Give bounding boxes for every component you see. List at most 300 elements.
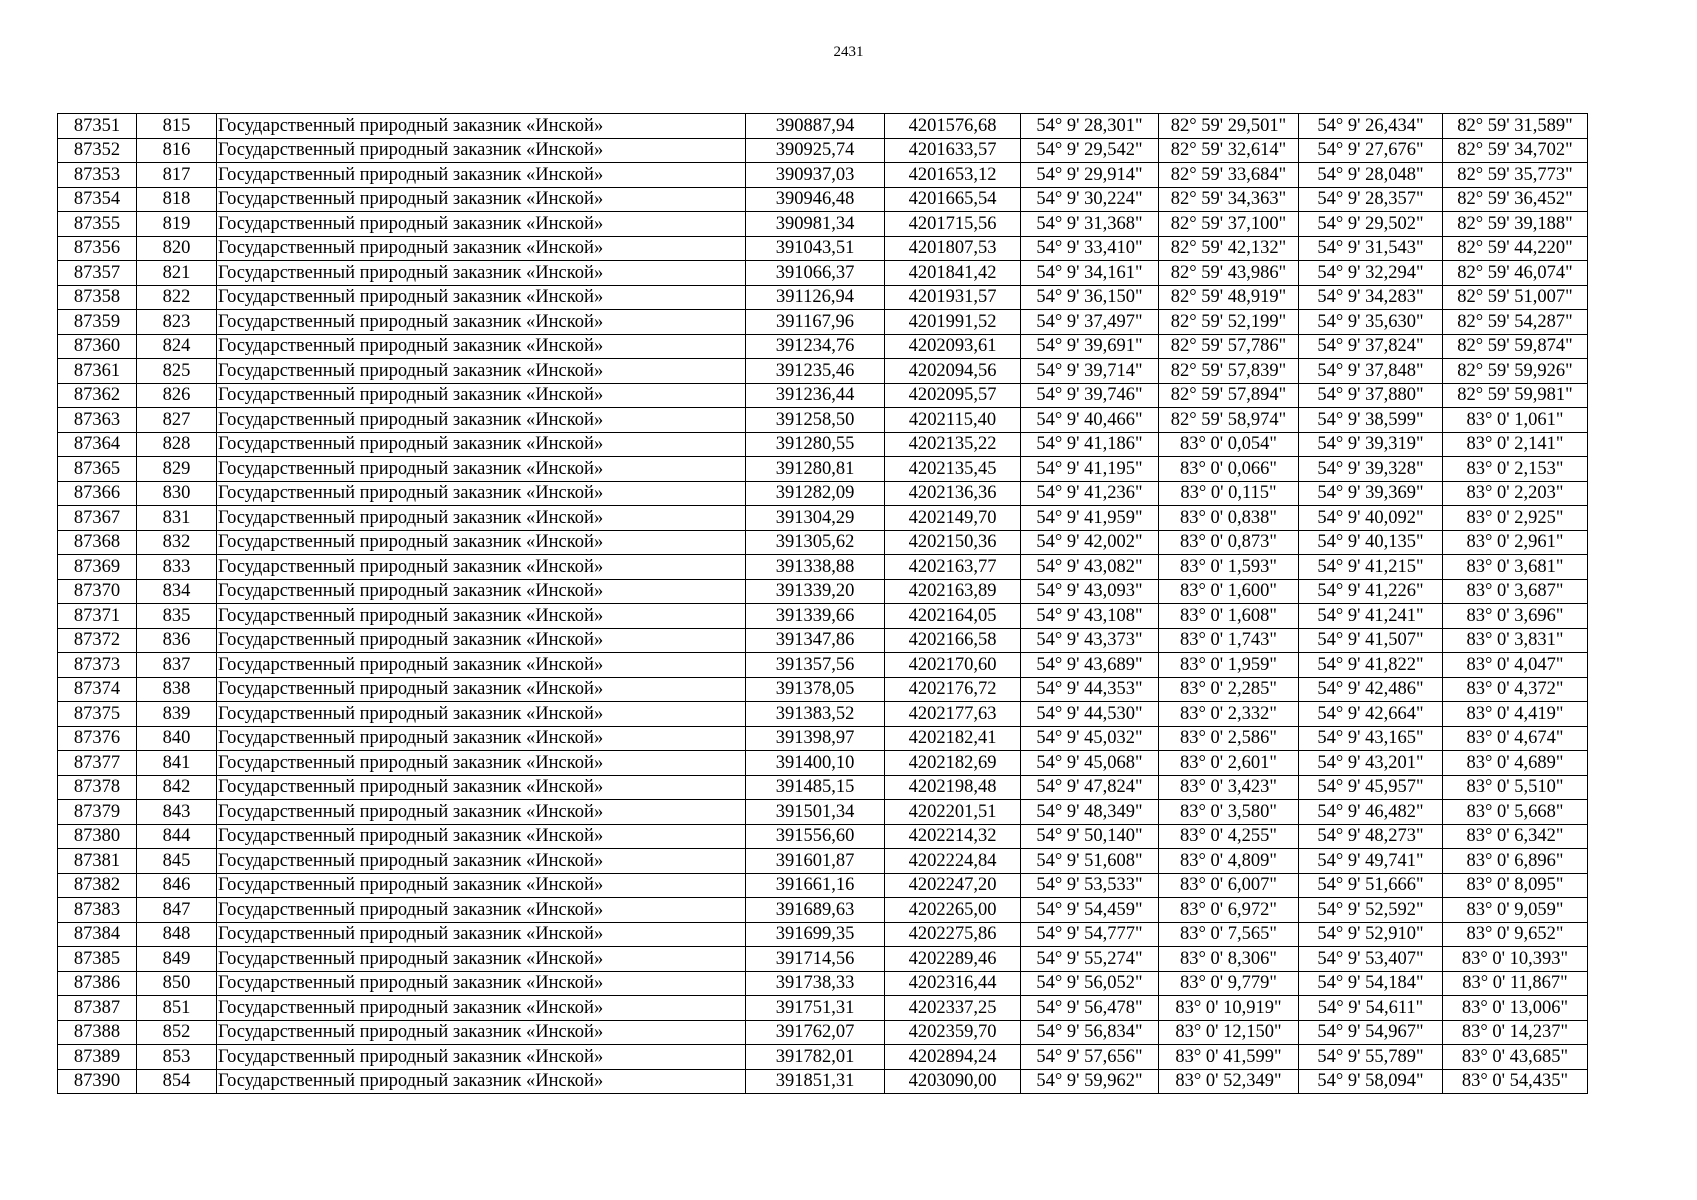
longitude-1-cell: 83° 0' 1,593" xyxy=(1159,555,1299,580)
point-number-cell: 848 xyxy=(137,922,217,947)
point-number-cell: 831 xyxy=(137,506,217,531)
latitude-2-cell: 54° 9' 49,741" xyxy=(1299,849,1443,874)
coord-x-cell: 391383,52 xyxy=(746,702,885,727)
coord-y-cell: 4202201,51 xyxy=(885,800,1021,825)
object-name-cell: Государственный природный заказник «Инской» xyxy=(217,457,746,482)
longitude-2-cell: 83° 0' 43,685" xyxy=(1443,1045,1588,1070)
object-name-cell: Государственный природный заказник «Инской» xyxy=(217,726,746,751)
coord-x-cell: 391738,33 xyxy=(746,971,885,996)
longitude-2-cell: 83° 0' 4,047" xyxy=(1443,653,1588,678)
coord-x-cell: 391556,60 xyxy=(746,824,885,849)
latitude-1-cell: 54° 9' 29,914" xyxy=(1021,163,1159,188)
longitude-1-cell: 83° 0' 12,150" xyxy=(1159,1020,1299,1045)
coord-y-cell: 4202094,56 xyxy=(885,359,1021,384)
table-row xyxy=(58,506,1588,531)
longitude-1-cell: 83° 0' 1,600" xyxy=(1159,579,1299,604)
table-row xyxy=(58,726,1588,751)
coord-y-cell: 4202166,58 xyxy=(885,628,1021,653)
coord-y-cell: 4202177,63 xyxy=(885,702,1021,727)
table-row xyxy=(58,212,1588,237)
table-row xyxy=(58,187,1588,212)
coord-y-cell: 4202337,25 xyxy=(885,996,1021,1021)
object-name-cell: Государственный природный заказник «Инской» xyxy=(217,432,746,457)
longitude-2-cell: 83° 0' 2,141" xyxy=(1443,432,1588,457)
longitude-2-cell: 83° 0' 13,006" xyxy=(1443,996,1588,1021)
longitude-2-cell: 83° 0' 4,674" xyxy=(1443,726,1588,751)
point-number-cell: 847 xyxy=(137,898,217,923)
longitude-1-cell: 82° 59' 29,501" xyxy=(1159,114,1299,139)
table-row xyxy=(58,163,1588,188)
latitude-1-cell: 54° 9' 41,186" xyxy=(1021,432,1159,457)
table-row xyxy=(58,604,1588,629)
record-id-cell: 87361 xyxy=(58,359,137,384)
latitude-2-cell: 54° 9' 31,543" xyxy=(1299,236,1443,261)
longitude-1-cell: 83° 0' 1,743" xyxy=(1159,628,1299,653)
record-id-cell: 87385 xyxy=(58,947,137,972)
record-id-cell: 87363 xyxy=(58,408,137,433)
record-id-cell: 87388 xyxy=(58,1020,137,1045)
longitude-1-cell: 82° 59' 48,919" xyxy=(1159,285,1299,310)
latitude-2-cell: 54° 9' 52,910" xyxy=(1299,922,1443,947)
table-row xyxy=(58,334,1588,359)
object-name-cell: Государственный природный заказник «Инской» xyxy=(217,971,746,996)
object-name-cell: Государственный природный заказник «Инской» xyxy=(217,947,746,972)
latitude-1-cell: 54° 9' 54,459" xyxy=(1021,898,1159,923)
coord-y-cell: 4202316,44 xyxy=(885,971,1021,996)
longitude-2-cell: 82° 59' 59,981" xyxy=(1443,383,1588,408)
object-name-cell: Государственный природный заказник «Инской» xyxy=(217,555,746,580)
coord-x-cell: 391714,56 xyxy=(746,947,885,972)
object-name-cell: Государственный природный заказник «Инской» xyxy=(217,408,746,433)
latitude-2-cell: 54° 9' 52,592" xyxy=(1299,898,1443,923)
table-row xyxy=(58,702,1588,727)
latitude-2-cell: 54° 9' 40,092" xyxy=(1299,506,1443,531)
record-id-cell: 87373 xyxy=(58,653,137,678)
object-name-cell: Государственный природный заказник «Инской» xyxy=(217,824,746,849)
table-row xyxy=(58,800,1588,825)
object-name-cell: Государственный природный заказник «Инской» xyxy=(217,751,746,776)
longitude-1-cell: 82° 59' 42,132" xyxy=(1159,236,1299,261)
point-number-cell: 844 xyxy=(137,824,217,849)
latitude-1-cell: 54° 9' 42,002" xyxy=(1021,530,1159,555)
coord-y-cell: 4202163,89 xyxy=(885,579,1021,604)
longitude-2-cell: 82° 59' 59,874" xyxy=(1443,334,1588,359)
record-id-cell: 87360 xyxy=(58,334,137,359)
longitude-2-cell: 83° 0' 9,059" xyxy=(1443,898,1588,923)
latitude-1-cell: 54° 9' 39,714" xyxy=(1021,359,1159,384)
coord-y-cell: 4202093,61 xyxy=(885,334,1021,359)
latitude-1-cell: 54° 9' 43,689" xyxy=(1021,653,1159,678)
latitude-1-cell: 54° 9' 41,959" xyxy=(1021,506,1159,531)
latitude-1-cell: 54° 9' 30,224" xyxy=(1021,187,1159,212)
coord-x-cell: 391339,20 xyxy=(746,579,885,604)
table-row xyxy=(58,775,1588,800)
point-number-cell: 818 xyxy=(137,187,217,212)
point-number-cell: 833 xyxy=(137,555,217,580)
coord-x-cell: 391689,63 xyxy=(746,898,885,923)
latitude-2-cell: 54° 9' 38,599" xyxy=(1299,408,1443,433)
latitude-1-cell: 54° 9' 59,962" xyxy=(1021,1069,1159,1094)
table-row xyxy=(58,824,1588,849)
longitude-2-cell: 82° 59' 46,074" xyxy=(1443,261,1588,286)
record-id-cell: 87357 xyxy=(58,261,137,286)
record-id-cell: 87378 xyxy=(58,775,137,800)
record-id-cell: 87365 xyxy=(58,457,137,482)
point-number-cell: 823 xyxy=(137,310,217,335)
point-number-cell: 853 xyxy=(137,1045,217,1070)
latitude-2-cell: 54° 9' 53,407" xyxy=(1299,947,1443,972)
longitude-2-cell: 83° 0' 6,342" xyxy=(1443,824,1588,849)
point-number-cell: 825 xyxy=(137,359,217,384)
longitude-2-cell: 82° 59' 31,589" xyxy=(1443,114,1588,139)
longitude-2-cell: 83° 0' 4,372" xyxy=(1443,677,1588,702)
latitude-1-cell: 54° 9' 43,373" xyxy=(1021,628,1159,653)
point-number-cell: 824 xyxy=(137,334,217,359)
coord-y-cell: 4201807,53 xyxy=(885,236,1021,261)
table-row xyxy=(58,653,1588,678)
record-id-cell: 87380 xyxy=(58,824,137,849)
latitude-2-cell: 54° 9' 41,215" xyxy=(1299,555,1443,580)
point-number-cell: 820 xyxy=(137,236,217,261)
coord-x-cell: 391501,34 xyxy=(746,800,885,825)
record-id-cell: 87359 xyxy=(58,310,137,335)
coord-x-cell: 391661,16 xyxy=(746,873,885,898)
latitude-1-cell: 54° 9' 34,161" xyxy=(1021,261,1159,286)
latitude-2-cell: 54° 9' 48,273" xyxy=(1299,824,1443,849)
record-id-cell: 87384 xyxy=(58,922,137,947)
point-number-cell: 828 xyxy=(137,432,217,457)
latitude-2-cell: 54° 9' 43,201" xyxy=(1299,751,1443,776)
object-name-cell: Государственный природный заказник «Инской» xyxy=(217,1045,746,1070)
point-number-cell: 846 xyxy=(137,873,217,898)
coord-y-cell: 4202135,22 xyxy=(885,432,1021,457)
table-row xyxy=(58,285,1588,310)
coord-x-cell: 391851,31 xyxy=(746,1069,885,1094)
latitude-1-cell: 54° 9' 43,093" xyxy=(1021,579,1159,604)
latitude-1-cell: 54° 9' 57,656" xyxy=(1021,1045,1159,1070)
longitude-2-cell: 83° 0' 3,687" xyxy=(1443,579,1588,604)
table-row xyxy=(58,922,1588,947)
latitude-1-cell: 54° 9' 47,824" xyxy=(1021,775,1159,800)
point-number-cell: 838 xyxy=(137,677,217,702)
object-name-cell: Государственный природный заказник «Инской» xyxy=(217,138,746,163)
longitude-1-cell: 83° 0' 10,919" xyxy=(1159,996,1299,1021)
point-number-cell: 836 xyxy=(137,628,217,653)
latitude-2-cell: 54° 9' 37,824" xyxy=(1299,334,1443,359)
latitude-2-cell: 54° 9' 34,283" xyxy=(1299,285,1443,310)
record-id-cell: 87366 xyxy=(58,481,137,506)
object-name-cell: Государственный природный заказник «Инской» xyxy=(217,653,746,678)
longitude-2-cell: 83° 0' 2,961" xyxy=(1443,530,1588,555)
record-id-cell: 87387 xyxy=(58,996,137,1021)
coord-y-cell: 4201633,57 xyxy=(885,138,1021,163)
object-name-cell: Государственный природный заказник «Инской» xyxy=(217,702,746,727)
longitude-1-cell: 82° 59' 34,363" xyxy=(1159,187,1299,212)
longitude-2-cell: 82° 59' 59,926" xyxy=(1443,359,1588,384)
point-number-cell: 829 xyxy=(137,457,217,482)
latitude-2-cell: 54° 9' 41,507" xyxy=(1299,628,1443,653)
coord-x-cell: 391699,35 xyxy=(746,922,885,947)
record-id-cell: 87354 xyxy=(58,187,137,212)
table-row xyxy=(58,457,1588,482)
latitude-2-cell: 54° 9' 42,664" xyxy=(1299,702,1443,727)
longitude-1-cell: 83° 0' 52,349" xyxy=(1159,1069,1299,1094)
longitude-1-cell: 83° 0' 0,054" xyxy=(1159,432,1299,457)
table-row xyxy=(58,579,1588,604)
object-name-cell: Государственный природный заказник «Инской» xyxy=(217,849,746,874)
longitude-1-cell: 82° 59' 57,894" xyxy=(1159,383,1299,408)
latitude-1-cell: 54° 9' 28,301" xyxy=(1021,114,1159,139)
latitude-2-cell: 54° 9' 54,967" xyxy=(1299,1020,1443,1045)
object-name-cell: Государственный природный заказник «Инской» xyxy=(217,236,746,261)
latitude-2-cell: 54° 9' 40,135" xyxy=(1299,530,1443,555)
latitude-2-cell: 54° 9' 26,434" xyxy=(1299,114,1443,139)
point-number-cell: 827 xyxy=(137,408,217,433)
longitude-1-cell: 82° 59' 52,199" xyxy=(1159,310,1299,335)
longitude-2-cell: 82° 59' 54,287" xyxy=(1443,310,1588,335)
longitude-2-cell: 83° 0' 3,831" xyxy=(1443,628,1588,653)
point-number-cell: 832 xyxy=(137,530,217,555)
coord-y-cell: 4201841,42 xyxy=(885,261,1021,286)
coord-x-cell: 390937,03 xyxy=(746,163,885,188)
object-name-cell: Государственный природный заказник «Инской» xyxy=(217,285,746,310)
record-id-cell: 87382 xyxy=(58,873,137,898)
latitude-1-cell: 54° 9' 44,353" xyxy=(1021,677,1159,702)
object-name-cell: Государственный природный заказник «Инской» xyxy=(217,898,746,923)
object-name-cell: Государственный природный заказник «Инской» xyxy=(217,187,746,212)
longitude-2-cell: 83° 0' 14,237" xyxy=(1443,1020,1588,1045)
coord-y-cell: 4202135,45 xyxy=(885,457,1021,482)
record-id-cell: 87377 xyxy=(58,751,137,776)
latitude-2-cell: 54° 9' 28,048" xyxy=(1299,163,1443,188)
table-row xyxy=(58,996,1588,1021)
record-id-cell: 87362 xyxy=(58,383,137,408)
coord-y-cell: 4202198,48 xyxy=(885,775,1021,800)
latitude-1-cell: 54° 9' 45,068" xyxy=(1021,751,1159,776)
latitude-1-cell: 54° 9' 50,140" xyxy=(1021,824,1159,849)
point-number-cell: 842 xyxy=(137,775,217,800)
longitude-1-cell: 82° 59' 33,684" xyxy=(1159,163,1299,188)
longitude-1-cell: 83° 0' 8,306" xyxy=(1159,947,1299,972)
table-row xyxy=(58,971,1588,996)
longitude-2-cell: 83° 0' 5,668" xyxy=(1443,800,1588,825)
latitude-2-cell: 54° 9' 28,357" xyxy=(1299,187,1443,212)
coord-x-cell: 390981,34 xyxy=(746,212,885,237)
record-id-cell: 87353 xyxy=(58,163,137,188)
coord-x-cell: 391357,56 xyxy=(746,653,885,678)
latitude-1-cell: 54° 9' 31,368" xyxy=(1021,212,1159,237)
coordinates-table xyxy=(57,113,1588,1094)
latitude-1-cell: 54° 9' 45,032" xyxy=(1021,726,1159,751)
table-row xyxy=(58,236,1588,261)
point-number-cell: 851 xyxy=(137,996,217,1021)
longitude-2-cell: 83° 0' 2,925" xyxy=(1443,506,1588,531)
record-id-cell: 87369 xyxy=(58,555,137,580)
coord-y-cell: 4202170,60 xyxy=(885,653,1021,678)
coord-y-cell: 4202182,69 xyxy=(885,751,1021,776)
longitude-2-cell: 83° 0' 5,510" xyxy=(1443,775,1588,800)
coord-y-cell: 4202176,72 xyxy=(885,677,1021,702)
longitude-1-cell: 82° 59' 57,839" xyxy=(1159,359,1299,384)
object-name-cell: Государственный природный заказник «Инской» xyxy=(217,383,746,408)
table-row xyxy=(58,261,1588,286)
table-row xyxy=(58,1069,1588,1094)
coord-y-cell: 4202163,77 xyxy=(885,555,1021,580)
coord-y-cell: 4202289,46 xyxy=(885,947,1021,972)
coord-x-cell: 391347,86 xyxy=(746,628,885,653)
record-id-cell: 87375 xyxy=(58,702,137,727)
point-number-cell: 835 xyxy=(137,604,217,629)
object-name-cell: Государственный природный заказник «Инской» xyxy=(217,579,746,604)
longitude-1-cell: 83° 0' 2,332" xyxy=(1159,702,1299,727)
table-row xyxy=(58,530,1588,555)
longitude-1-cell: 83° 0' 4,255" xyxy=(1159,824,1299,849)
coord-x-cell: 391280,55 xyxy=(746,432,885,457)
longitude-1-cell: 83° 0' 0,838" xyxy=(1159,506,1299,531)
longitude-2-cell: 82° 59' 44,220" xyxy=(1443,236,1588,261)
latitude-1-cell: 54° 9' 37,497" xyxy=(1021,310,1159,335)
latitude-2-cell: 54° 9' 46,482" xyxy=(1299,800,1443,825)
latitude-2-cell: 54° 9' 42,486" xyxy=(1299,677,1443,702)
table-row xyxy=(58,310,1588,335)
longitude-2-cell: 82° 59' 39,188" xyxy=(1443,212,1588,237)
table-row xyxy=(58,873,1588,898)
object-name-cell: Государственный природный заказник «Инской» xyxy=(217,800,746,825)
object-name-cell: Государственный природный заказник «Инской» xyxy=(217,212,746,237)
latitude-1-cell: 54° 9' 48,349" xyxy=(1021,800,1159,825)
longitude-2-cell: 82° 59' 34,702" xyxy=(1443,138,1588,163)
longitude-2-cell: 83° 0' 4,419" xyxy=(1443,702,1588,727)
longitude-2-cell: 83° 0' 54,435" xyxy=(1443,1069,1588,1094)
table-row xyxy=(58,1045,1588,1070)
point-number-cell: 854 xyxy=(137,1069,217,1094)
latitude-2-cell: 54° 9' 51,666" xyxy=(1299,873,1443,898)
table-row xyxy=(58,947,1588,972)
latitude-2-cell: 54° 9' 41,241" xyxy=(1299,604,1443,629)
longitude-2-cell: 82° 59' 51,007" xyxy=(1443,285,1588,310)
table-row xyxy=(58,1020,1588,1045)
record-id-cell: 87374 xyxy=(58,677,137,702)
coord-x-cell: 390925,74 xyxy=(746,138,885,163)
latitude-2-cell: 54° 9' 58,094" xyxy=(1299,1069,1443,1094)
point-number-cell: 822 xyxy=(137,285,217,310)
object-name-cell: Государственный природный заказник «Инской» xyxy=(217,922,746,947)
latitude-1-cell: 54° 9' 36,150" xyxy=(1021,285,1159,310)
record-id-cell: 87381 xyxy=(58,849,137,874)
latitude-2-cell: 54° 9' 54,611" xyxy=(1299,996,1443,1021)
record-id-cell: 87383 xyxy=(58,898,137,923)
latitude-2-cell: 54° 9' 39,319" xyxy=(1299,432,1443,457)
table-row xyxy=(58,481,1588,506)
coord-y-cell: 4201576,68 xyxy=(885,114,1021,139)
longitude-1-cell: 83° 0' 2,285" xyxy=(1159,677,1299,702)
latitude-2-cell: 54° 9' 35,630" xyxy=(1299,310,1443,335)
record-id-cell: 87379 xyxy=(58,800,137,825)
longitude-2-cell: 83° 0' 8,095" xyxy=(1443,873,1588,898)
latitude-2-cell: 54° 9' 55,789" xyxy=(1299,1045,1443,1070)
coord-y-cell: 4203090,00 xyxy=(885,1069,1021,1094)
object-name-cell: Государственный природный заказник «Инской» xyxy=(217,1020,746,1045)
table-row xyxy=(58,114,1588,139)
table-row xyxy=(58,138,1588,163)
longitude-1-cell: 83° 0' 2,586" xyxy=(1159,726,1299,751)
object-name-cell: Государственный природный заказник «Инской» xyxy=(217,163,746,188)
latitude-2-cell: 54° 9' 37,880" xyxy=(1299,383,1443,408)
latitude-1-cell: 54° 9' 44,530" xyxy=(1021,702,1159,727)
latitude-1-cell: 54° 9' 33,410" xyxy=(1021,236,1159,261)
record-id-cell: 87356 xyxy=(58,236,137,261)
longitude-2-cell: 82° 59' 36,452" xyxy=(1443,187,1588,212)
object-name-cell: Государственный природный заказник «Инской» xyxy=(217,481,746,506)
latitude-1-cell: 54° 9' 53,533" xyxy=(1021,873,1159,898)
point-number-cell: 849 xyxy=(137,947,217,972)
object-name-cell: Государственный природный заказник «Инской» xyxy=(217,775,746,800)
coord-x-cell: 391280,81 xyxy=(746,457,885,482)
coord-x-cell: 391236,44 xyxy=(746,383,885,408)
coord-x-cell: 391258,50 xyxy=(746,408,885,433)
latitude-1-cell: 54° 9' 39,746" xyxy=(1021,383,1159,408)
point-number-cell: 837 xyxy=(137,653,217,678)
longitude-2-cell: 83° 0' 2,203" xyxy=(1443,481,1588,506)
record-id-cell: 87370 xyxy=(58,579,137,604)
coord-y-cell: 4201715,56 xyxy=(885,212,1021,237)
page-number: 2431 xyxy=(833,44,864,60)
longitude-1-cell: 82° 59' 37,100" xyxy=(1159,212,1299,237)
coord-x-cell: 391235,46 xyxy=(746,359,885,384)
coord-x-cell: 391398,97 xyxy=(746,726,885,751)
longitude-2-cell: 83° 0' 4,689" xyxy=(1443,751,1588,776)
coord-x-cell: 391782,01 xyxy=(746,1045,885,1070)
longitude-1-cell: 82° 59' 57,786" xyxy=(1159,334,1299,359)
longitude-1-cell: 83° 0' 7,565" xyxy=(1159,922,1299,947)
coord-y-cell: 4202214,32 xyxy=(885,824,1021,849)
longitude-1-cell: 83° 0' 9,779" xyxy=(1159,971,1299,996)
coord-y-cell: 4202115,40 xyxy=(885,408,1021,433)
latitude-2-cell: 54° 9' 43,165" xyxy=(1299,726,1443,751)
record-id-cell: 87364 xyxy=(58,432,137,457)
latitude-2-cell: 54° 9' 29,502" xyxy=(1299,212,1443,237)
table-row xyxy=(58,677,1588,702)
longitude-1-cell: 83° 0' 0,873" xyxy=(1159,530,1299,555)
table-row xyxy=(58,359,1588,384)
object-name-cell: Государственный природный заказник «Инской» xyxy=(217,873,746,898)
table-row xyxy=(58,432,1588,457)
record-id-cell: 87389 xyxy=(58,1045,137,1070)
latitude-1-cell: 54° 9' 40,466" xyxy=(1021,408,1159,433)
record-id-cell: 87355 xyxy=(58,212,137,237)
coord-y-cell: 4201653,12 xyxy=(885,163,1021,188)
coord-x-cell: 391338,88 xyxy=(746,555,885,580)
object-name-cell: Государственный природный заказник «Инской» xyxy=(217,359,746,384)
table-row xyxy=(58,849,1588,874)
coord-y-cell: 4202095,57 xyxy=(885,383,1021,408)
longitude-2-cell: 83° 0' 11,867" xyxy=(1443,971,1588,996)
longitude-1-cell: 83° 0' 0,115" xyxy=(1159,481,1299,506)
object-name-cell: Государственный природный заказник «Инской» xyxy=(217,310,746,335)
coord-y-cell: 4201931,57 xyxy=(885,285,1021,310)
point-number-cell: 845 xyxy=(137,849,217,874)
longitude-2-cell: 83° 0' 3,681" xyxy=(1443,555,1588,580)
record-id-cell: 87372 xyxy=(58,628,137,653)
latitude-1-cell: 54° 9' 29,542" xyxy=(1021,138,1159,163)
object-name-cell: Государственный природный заказник «Инской» xyxy=(217,996,746,1021)
longitude-1-cell: 82° 59' 58,974" xyxy=(1159,408,1299,433)
latitude-1-cell: 54° 9' 43,108" xyxy=(1021,604,1159,629)
longitude-1-cell: 82° 59' 32,614" xyxy=(1159,138,1299,163)
table-row xyxy=(58,383,1588,408)
coord-x-cell: 391378,05 xyxy=(746,677,885,702)
latitude-2-cell: 54° 9' 37,848" xyxy=(1299,359,1443,384)
